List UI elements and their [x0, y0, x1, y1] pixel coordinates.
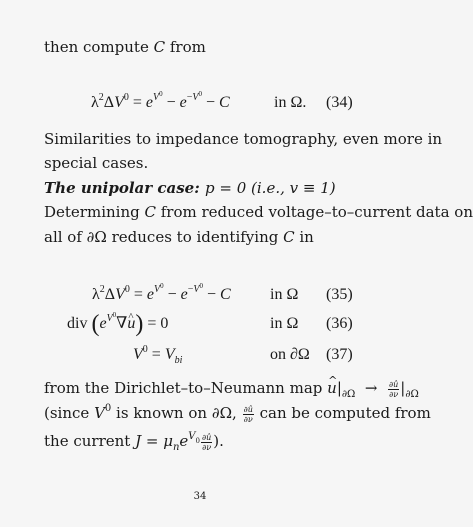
text-dirichlet-line3: the current $J = \mu_ne^{V_0}$ $\frac{\partial û}{\partial\nu}$ ). — [44, 431, 224, 453]
text-determining-line1: Determining C from reduced voltage–to–current data on — [44, 203, 473, 221]
text-dirichlet-line2: (since $V^0$ is known on ∂Ω, $\frac{\partial û}{\partial\nu}$ can be computed from — [44, 403, 431, 424]
text-line-compute-c: then compute C from — [44, 38, 206, 56]
equation-number-35: (35) — [326, 286, 353, 303]
text-determining-line2: all of ∂Ω reduces to identifying C in — [44, 228, 314, 246]
equation-number-34: (34) — [326, 94, 353, 111]
equation-number-36: (36) — [326, 315, 353, 332]
page-number: 34 — [193, 491, 207, 502]
text-similarities-line2: special cases. — [44, 154, 149, 172]
paper-page: then compute C from $\lambda^2\Delta V^0 = e^{V^0} - e^{-V^0} - C$ in Ω. (34) Similarities to impedance tomography, even more in special cases. The unipolar case: p = 0 (i.e., v ≡ 1) Determining C from reduced voltage–to–current data on all of ∂Ω reduces to identifying C in $\lambda^2\Delta V^0 = e^{V^0} - e^{-V^0} - C$ in Ω (35) div ($e^{V^0}\nabla\^{}$ u) = 0 in Ω (36) $V^0 = V_{bi}$ on ∂Ω (37) from the Dirichlet–to–Neumann map ^ $u|_{\partial\Omega}$ → $\frac{\partial û}{\partial\nu}$ $|_{\partial\Omega}$ (since $V^0$ is known on ∂Ω, $\frac{\partial û}{\partial\nu}$ can be computed from the current $J = \mu_ne^{V_0}$ $\frac{\partial û}{\partial\nu}$ ). 34 — [0, 0, 400, 527]
text-similarities-line1: Similarities to impedance tomography, even more in — [44, 130, 443, 148]
text-dirichlet-line1: from the Dirichlet–to–Neumann map ^ $u|_{\partial\Omega}$ → $\frac{\partial û}{\partial\nu}$ $|_{\partial\Omega}$ — [44, 378, 400, 399]
unipolar-case-heading: The unipolar case: p = 0 (i.e., v ≡ 1) — [44, 179, 336, 197]
equation-number-37: (37) — [326, 346, 353, 363]
